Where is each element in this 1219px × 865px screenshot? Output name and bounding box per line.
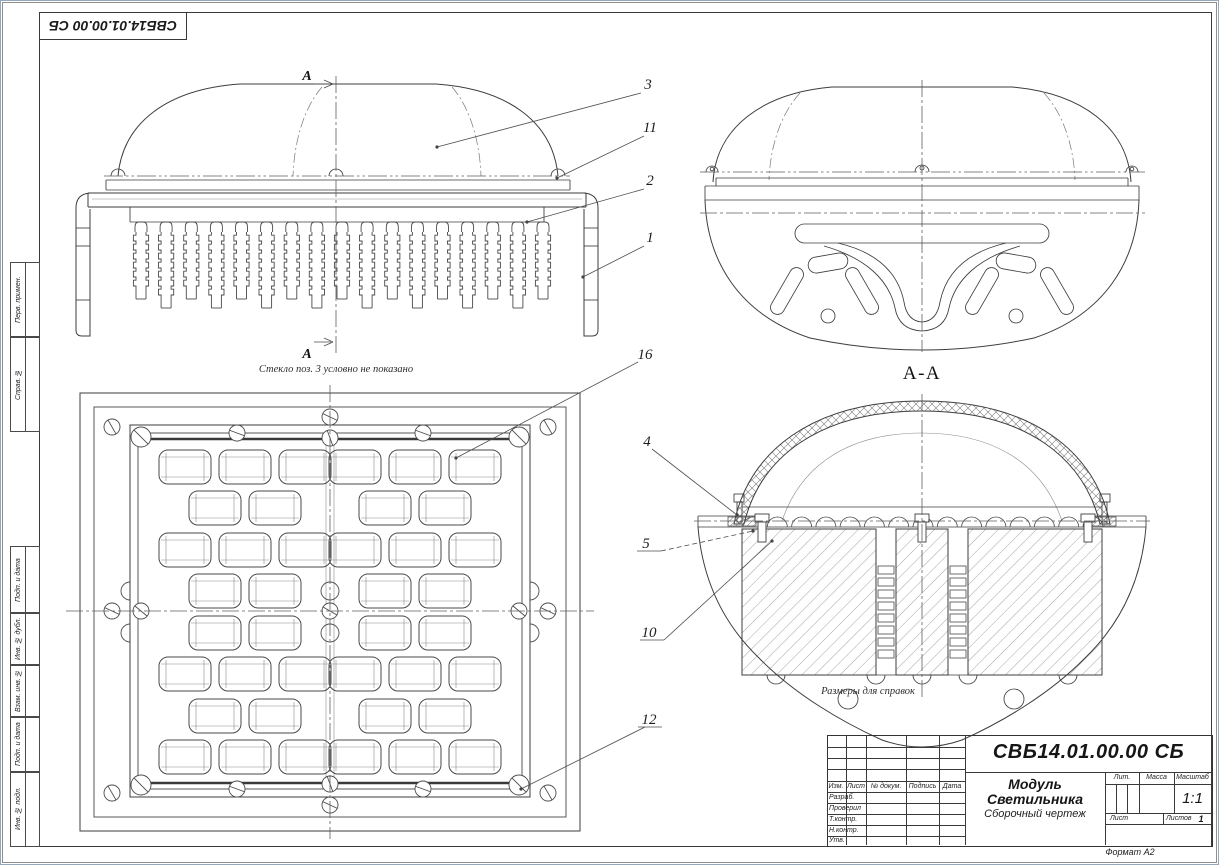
led-lens — [359, 616, 411, 650]
note-dimensions: Размеры для справок — [821, 686, 915, 697]
lens-bump — [840, 517, 860, 527]
fin-edge — [435, 232, 438, 299]
scale-label: Масштаб — [1176, 774, 1209, 781]
fin-cap — [462, 222, 474, 232]
ladder-rung — [878, 578, 894, 586]
ladder-rung — [950, 638, 966, 646]
view-side — [700, 80, 1145, 384]
ladder-rung — [878, 602, 894, 610]
ladder-rung — [878, 566, 894, 574]
fin-cap — [261, 222, 273, 232]
ladder-rung — [950, 614, 966, 622]
ladder-rung — [950, 602, 966, 610]
dome-meridian-line — [293, 87, 322, 176]
section-title: А-А — [902, 363, 942, 384]
fin-cap — [311, 222, 323, 232]
document-designation: СВБ14.01.00.00 СБ — [992, 741, 1185, 763]
margin-label: Инв. № подл. — [15, 787, 22, 831]
fin-cap — [386, 222, 398, 232]
fin-edge — [259, 232, 262, 308]
led-lens — [279, 657, 331, 691]
edge-notch — [121, 582, 130, 600]
view-front — [76, 69, 598, 375]
scale-value: 1:1 — [1182, 790, 1203, 807]
led-lens — [279, 533, 331, 567]
document-type: Сборочный чертеж — [984, 808, 1086, 820]
led-lens — [359, 491, 411, 525]
mounting-plate — [88, 193, 586, 207]
led-lens — [329, 740, 381, 774]
ladder-rung — [950, 590, 966, 598]
fin-edge — [485, 232, 488, 299]
led-lens — [219, 450, 271, 484]
edge-notch — [530, 624, 539, 642]
dome-meridian-line — [769, 93, 800, 180]
fin-edge — [284, 232, 287, 299]
led-lens — [159, 740, 211, 774]
fin-edge — [360, 232, 363, 308]
fin-edge — [171, 232, 174, 308]
stamp-line — [939, 735, 940, 845]
led-lens — [329, 657, 381, 691]
lens-bump — [816, 517, 836, 527]
led-lens — [449, 740, 501, 774]
stamp-line — [906, 735, 907, 845]
bracket-leg-left — [76, 193, 90, 336]
edge-notch — [121, 624, 130, 642]
note-glass: Стекло поз. 3 условно не показано — [258, 364, 414, 375]
gasket-section — [728, 517, 756, 526]
fin-edge — [247, 232, 250, 299]
stamp-line — [827, 747, 965, 748]
lens-bump — [1059, 517, 1079, 527]
led-lens — [189, 491, 241, 525]
fin-edge — [184, 232, 187, 299]
fin-edge — [297, 232, 300, 299]
fin-edge — [372, 232, 375, 308]
led-lens — [389, 533, 441, 567]
ladder-rung — [950, 566, 966, 574]
led-lens — [249, 491, 301, 525]
lens-bump — [1010, 517, 1030, 527]
stamp-line — [827, 825, 965, 826]
led-lens — [389, 740, 441, 774]
fin-edge — [234, 232, 237, 299]
fin-cap — [361, 222, 373, 232]
callout-10: 10 — [641, 625, 657, 641]
col-date: Дата — [942, 783, 962, 790]
view-section — [694, 394, 1150, 747]
lens-bump — [767, 517, 787, 527]
fin-edge — [347, 232, 350, 299]
led-lens — [359, 699, 411, 733]
fin-edge — [209, 232, 212, 308]
stamp-line — [1127, 784, 1128, 813]
lens-bump — [1034, 517, 1054, 527]
stamp-line — [866, 735, 867, 845]
fin-cap — [512, 222, 524, 232]
lens-bump — [962, 517, 982, 527]
corner-designation-text: СВБ14.01.00.00 СБ — [48, 18, 177, 34]
ladder-rung — [950, 626, 966, 634]
led-lens — [389, 450, 441, 484]
stamp-line — [827, 803, 965, 804]
sheets-label: Листов — [1166, 815, 1192, 822]
led-lens — [419, 574, 471, 608]
fin-edge — [548, 232, 551, 299]
body-hole — [821, 309, 835, 323]
led-lens — [159, 657, 211, 691]
ladder-rung — [878, 614, 894, 622]
led-lens — [219, 657, 271, 691]
sheets-value: 1 — [1198, 814, 1204, 824]
stamp-line — [1116, 784, 1117, 813]
fin-edge — [535, 232, 538, 299]
fin-cap — [336, 222, 348, 232]
fin-cap — [236, 222, 248, 232]
fin-edge — [448, 232, 451, 299]
sheet-label: Лист — [1110, 815, 1129, 822]
ladder-rung — [878, 650, 894, 658]
dome-meridian-line — [452, 87, 481, 176]
led-lens — [249, 616, 301, 650]
margin-label: Инв. № дубл. — [15, 617, 22, 661]
fin-edge — [221, 232, 224, 308]
lit-label: Лит. — [1113, 774, 1131, 781]
stamp-line — [827, 781, 965, 782]
row-utv: Утв. — [829, 837, 845, 844]
fin-edge — [460, 232, 463, 308]
section-arrow-top — [314, 80, 333, 88]
led-lens — [219, 533, 271, 567]
ladder-rung — [878, 638, 894, 646]
fin-cap — [185, 222, 197, 232]
fin-edge — [133, 232, 136, 299]
fin-cap — [437, 222, 449, 232]
fin-edge — [196, 232, 199, 299]
bracket-leg-right — [584, 193, 598, 336]
callout-numbers — [638, 77, 658, 728]
callout-16: 16 — [637, 347, 653, 363]
fin-edge — [410, 232, 413, 308]
row-prover: Проверил — [829, 805, 861, 812]
lens-bump — [889, 517, 909, 527]
heatsink-block-left — [742, 529, 876, 675]
stamp-line — [1105, 784, 1212, 785]
dome-meridian-line — [1044, 93, 1075, 180]
callout-1: 1 — [646, 230, 654, 246]
callout-11: 11 — [643, 120, 657, 136]
fin-cap — [411, 222, 423, 232]
led-lens — [419, 616, 471, 650]
callout-12: 12 — [641, 712, 657, 728]
fin-edge — [146, 232, 149, 299]
stamp-line — [827, 758, 965, 759]
stamp-line — [1163, 813, 1164, 824]
format-note: Формат А2 — [1105, 847, 1155, 857]
edge-notch — [530, 582, 539, 600]
margin-label: Подп. и дата — [15, 558, 22, 602]
ladder-rung — [950, 650, 966, 658]
fin-cap — [210, 222, 222, 232]
callout-2: 2 — [646, 173, 654, 189]
col-list: Лист — [846, 783, 866, 790]
section-arrow-bottom — [314, 338, 333, 346]
lens-bump — [937, 517, 957, 527]
margin-label: Перв. примен. — [15, 276, 22, 324]
fin-edge — [498, 232, 501, 299]
led-lens — [389, 657, 441, 691]
fin-edge — [272, 232, 275, 308]
stamp-line — [1105, 824, 1212, 825]
ladder-rung — [878, 590, 894, 598]
fin-edge — [385, 232, 388, 299]
led-lens — [419, 699, 471, 733]
stamp-line — [827, 792, 965, 793]
ladder-rung — [950, 578, 966, 586]
product-name-line2: Светильника — [986, 791, 1084, 807]
led-lens — [449, 657, 501, 691]
led-lens — [419, 491, 471, 525]
view-bottom — [66, 385, 594, 839]
col-doc: № докум. — [870, 783, 902, 790]
glass-dome-outline — [118, 84, 558, 176]
ladder-rung — [878, 626, 894, 634]
body-hole-section — [1004, 689, 1024, 709]
led-lens — [359, 574, 411, 608]
led-lens — [189, 574, 241, 608]
lens-bump — [792, 517, 812, 527]
led-lens — [219, 740, 271, 774]
callout-3: 3 — [644, 77, 652, 93]
led-lens — [329, 450, 381, 484]
led-lens — [279, 450, 331, 484]
heatsink-base — [130, 207, 544, 222]
fin-edge — [397, 232, 400, 299]
led-lens — [449, 450, 501, 484]
fin-edge — [159, 232, 162, 308]
row-nkontr: Н.контр. — [829, 827, 859, 834]
fin-edge — [309, 232, 312, 308]
led-lens — [189, 616, 241, 650]
heatsink-block-right — [968, 529, 1102, 675]
col-izm: Изм. — [828, 783, 844, 790]
section-letter-top: А — [302, 69, 312, 84]
fin-edge — [473, 232, 476, 308]
body-hole — [1009, 309, 1023, 323]
led-lens — [329, 533, 381, 567]
fin-edge — [322, 232, 325, 308]
fin-cap — [487, 222, 499, 232]
margin-label: Справ. № — [15, 368, 22, 400]
fin-edge — [422, 232, 425, 308]
row-razrab: Разраб. — [829, 794, 855, 801]
lens-bump — [864, 517, 884, 527]
led-lens — [249, 699, 301, 733]
fin-edge — [523, 232, 526, 308]
glass-seat-plate — [106, 180, 570, 190]
led-lens — [159, 533, 211, 567]
fin-cap — [286, 222, 298, 232]
mass-label: Масса — [1146, 774, 1167, 781]
callout-4: 4 — [643, 434, 651, 450]
led-lens — [279, 740, 331, 774]
fin-edge — [510, 232, 513, 308]
heatsink-fins — [133, 222, 550, 308]
led-lens — [249, 574, 301, 608]
row-tkontr: Т.контр. — [829, 816, 858, 823]
callout-5: 5 — [642, 536, 650, 552]
stamp-line — [827, 836, 965, 837]
led-lens — [159, 450, 211, 484]
margin-label: Взам. инв. № — [15, 669, 22, 713]
fin-cap — [135, 222, 147, 232]
led-lens — [189, 699, 241, 733]
fin-cap — [160, 222, 172, 232]
section-letter-bottom: А — [302, 347, 312, 362]
product-name-line1: Модуль — [1008, 776, 1062, 792]
stamp-line — [827, 769, 965, 770]
stamp-line — [827, 814, 965, 815]
fin-cap — [537, 222, 549, 232]
callout-leaders — [435, 93, 773, 791]
stamp-line — [1105, 772, 1106, 845]
margin-label: Подп. и дата — [15, 722, 22, 767]
col-sign: Подпись — [908, 783, 937, 790]
led-lens — [449, 533, 501, 567]
lens-bump — [986, 517, 1006, 527]
